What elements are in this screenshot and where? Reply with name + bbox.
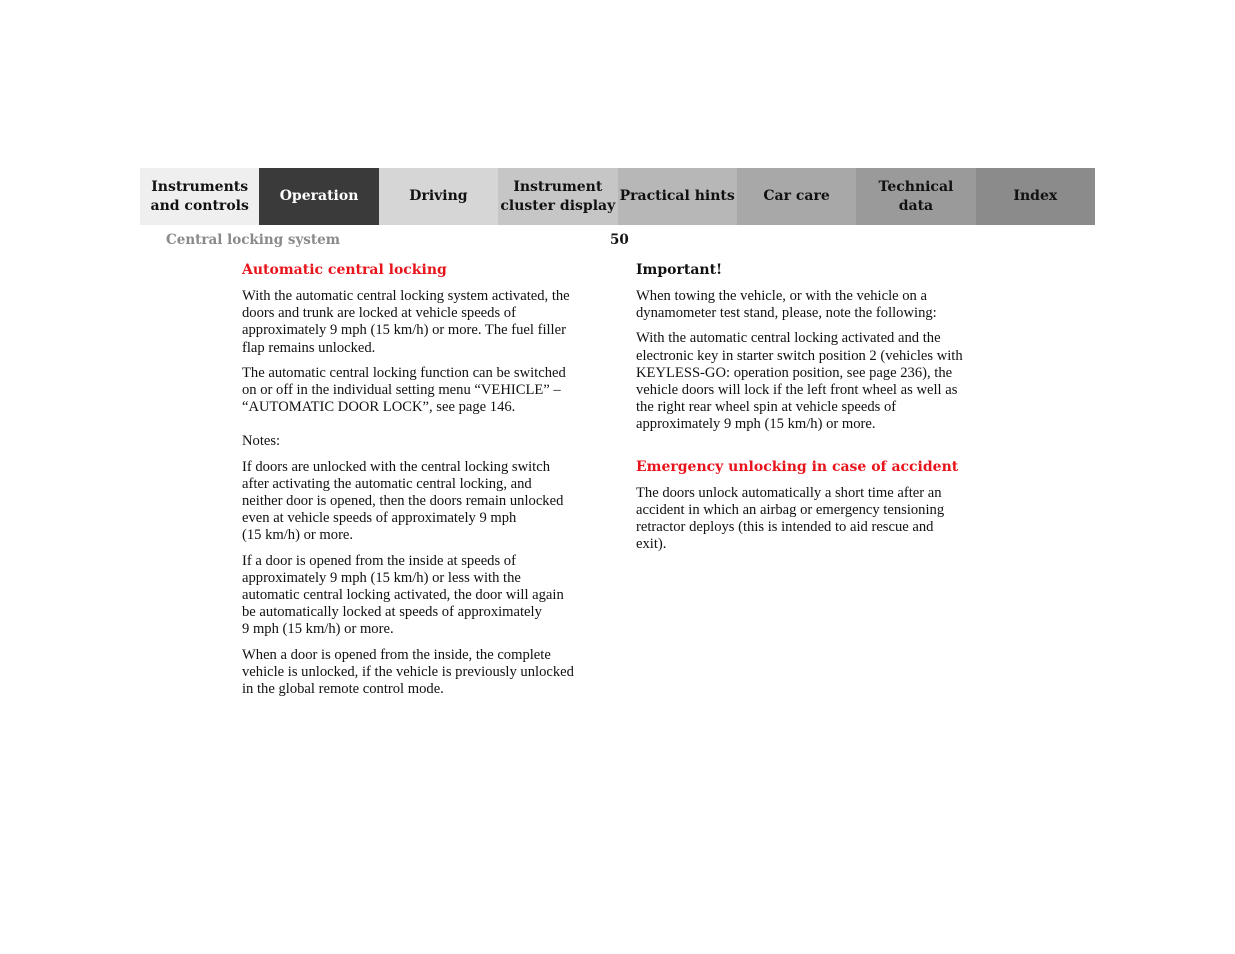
paragraph-setting-menu: The automatic central locking function can be switched on or off in the individual setting menu “VEHICLE” – “AUTOMATIC DOOR LOCK”, see page 146.: [242, 364, 566, 416]
tab-index[interactable]: Index: [976, 168, 1095, 225]
paragraph-note-door-opened: If a door is opened from the inside at speeds of approximately 9 mph (15 km/h) or less with the automatic central locking activated, the door will again be automatically locked at speeds of approximately 9 mph (15 km/h) or more.: [242, 552, 564, 638]
left-column: [242, 262, 604, 706]
paragraph-note-unlocked-switch: If doors are unlocked with the central locking switch after activating the automatic central locking, and neither door is opened, then the doors remain unlocked even at vehicle speeds of approximately 9 mph (15 km/h) or more.: [242, 458, 564, 544]
heading-automatic-central-locking: Automatic central locking: [242, 262, 447, 278]
tab-instrument-cluster-display[interactable]: Instrument cluster display: [498, 168, 617, 225]
tab-car-care[interactable]: Car care: [737, 168, 856, 225]
right-column: [636, 262, 998, 561]
tab-operation[interactable]: Operation: [259, 168, 378, 225]
paragraph-wheel-spin: With the automatic central locking activated and the electronic key in starter switch position 2 (vehicles with KEYLESS-GO: operation position, see page 236), the vehicle doors will lock if the left front wheel as well as the right rear wheel spin at vehicle speeds of approximately 9 mph (15 km/h) or more.: [636, 330, 963, 433]
chapter-tab-bar: [140, 168, 1095, 225]
page-number: 50: [610, 232, 629, 248]
tab-driving[interactable]: Driving: [379, 168, 498, 225]
paragraph-towing: When towing the vehicle, or with the vehicle on a dynamometer test stand, please, note the following:: [636, 288, 937, 322]
paragraph-automatic-locking-intro: With the automatic central locking system activated, the doors and trunk are locked at vehicle speeds of approximately 9 mph (15 km/h) or more. The fuel filler flap remains unlocked.: [242, 288, 570, 356]
tab-practical-hints[interactable]: Practical hints: [618, 168, 737, 225]
heading-important: Important!: [636, 262, 723, 278]
tab-instruments-and-controls[interactable]: Instruments and controls: [140, 168, 259, 225]
paragraph-note-global-mode: When a door is opened from the inside, the complete vehicle is unlocked, if the vehicle is previously unlocked in the global remote control mode.: [242, 646, 574, 698]
heading-emergency-unlocking: Emergency unlocking in case of accident: [636, 458, 959, 475]
section-title: Central locking system: [166, 232, 341, 248]
paragraph-emergency-unlocking: The doors unlock automatically a short time after an accident in which an airbag or emergency tensioning retractor deploys (this is intended to aid rescue and exit).: [636, 484, 945, 553]
notes-label: Notes:: [242, 433, 281, 450]
tab-technical-data[interactable]: Technical data: [856, 168, 975, 225]
